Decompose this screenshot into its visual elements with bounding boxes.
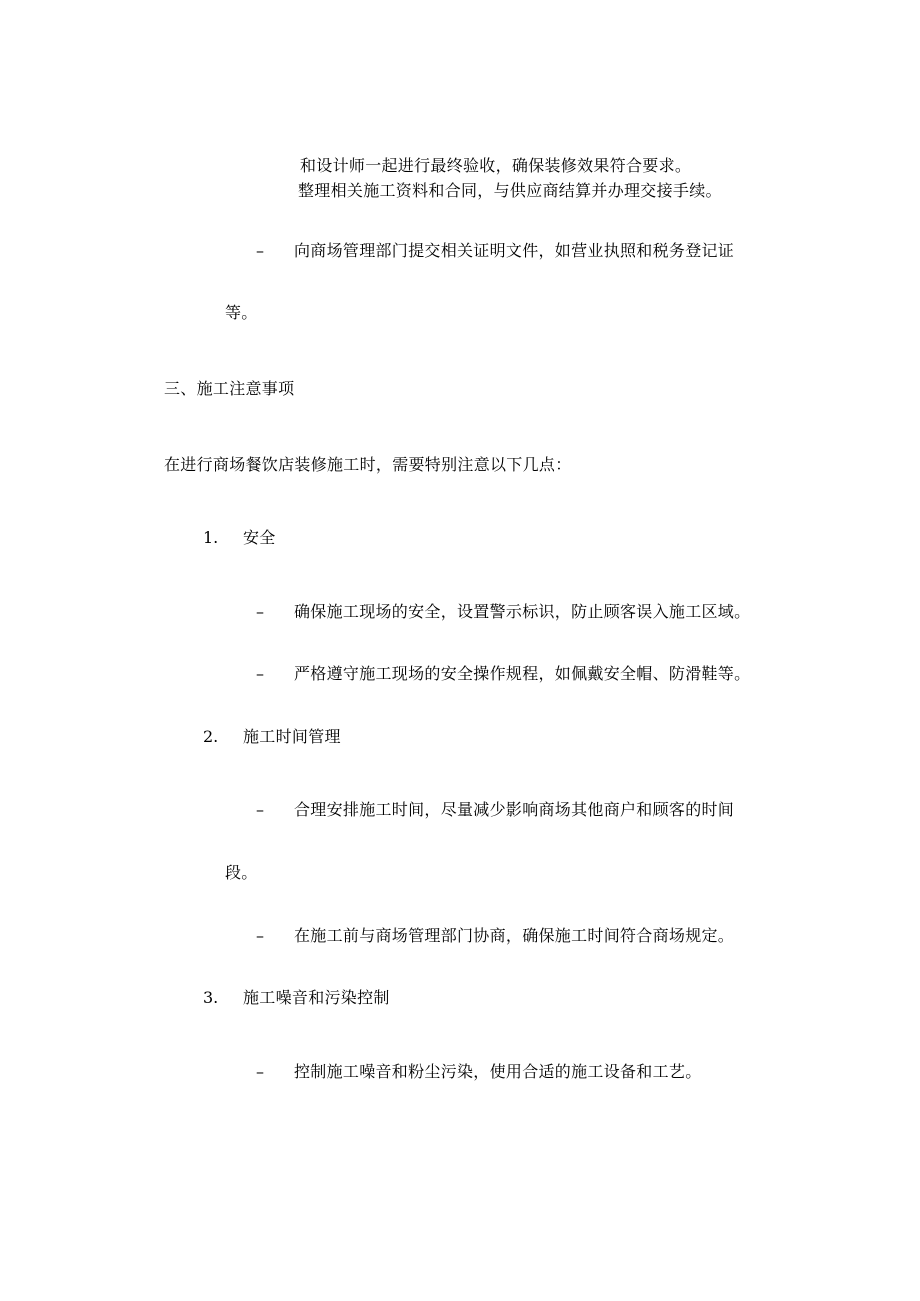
bullet-text-continuation: 等。 — [225, 303, 258, 322]
list-item-title: 施工噪音和污染控制 — [243, 988, 390, 1007]
bullet-text: 合理安排施工时间，尽量减少影响商场其他商户和顾客的时间 — [294, 800, 735, 819]
bullet-text: 严格遵守施工现场的安全操作规程，如佩戴安全帽、防滑鞋等。 — [294, 664, 751, 683]
bullet-dash: – — [256, 241, 264, 260]
bullet-dash: – — [256, 602, 264, 621]
bullet-text: 控制施工噪音和粉尘污染，使用合适的施工设备和工艺。 — [294, 1062, 702, 1081]
bullet-text: 向商场管理部门提交相关证明文件，如营业执照和税务登记证 — [294, 241, 735, 260]
bullet-text: 在施工前与商场管理部门协商，确保施工时间符合商场规定。 — [294, 926, 735, 945]
list-item-title: 安全 — [243, 528, 276, 547]
bullet-dash: – — [256, 1062, 264, 1081]
list-number: 2. — [203, 727, 219, 746]
bullet-text: 确保施工现场的安全，设置警示标识，防止顾客误入施工区域。 — [294, 602, 751, 621]
text-line: 整理相关施工资料和合同，与供应商结算并办理交接手续。 — [298, 181, 722, 200]
text-line: 和设计师一起进行最终验收，确保装修效果符合要求。 — [300, 156, 692, 175]
intro-paragraph: 在进行商场餐饮店装修施工时，需要特别注意以下几点： — [164, 455, 572, 474]
section-heading: 三、施工注意事项 — [164, 379, 295, 398]
list-item-title: 施工时间管理 — [243, 727, 341, 746]
bullet-dash: – — [256, 664, 264, 683]
list-number: 1. — [203, 528, 219, 547]
bullet-text-continuation: 段。 — [225, 863, 258, 882]
list-number: 3. — [203, 988, 219, 1007]
bullet-dash: – — [256, 926, 264, 945]
bullet-dash: – — [256, 800, 264, 819]
